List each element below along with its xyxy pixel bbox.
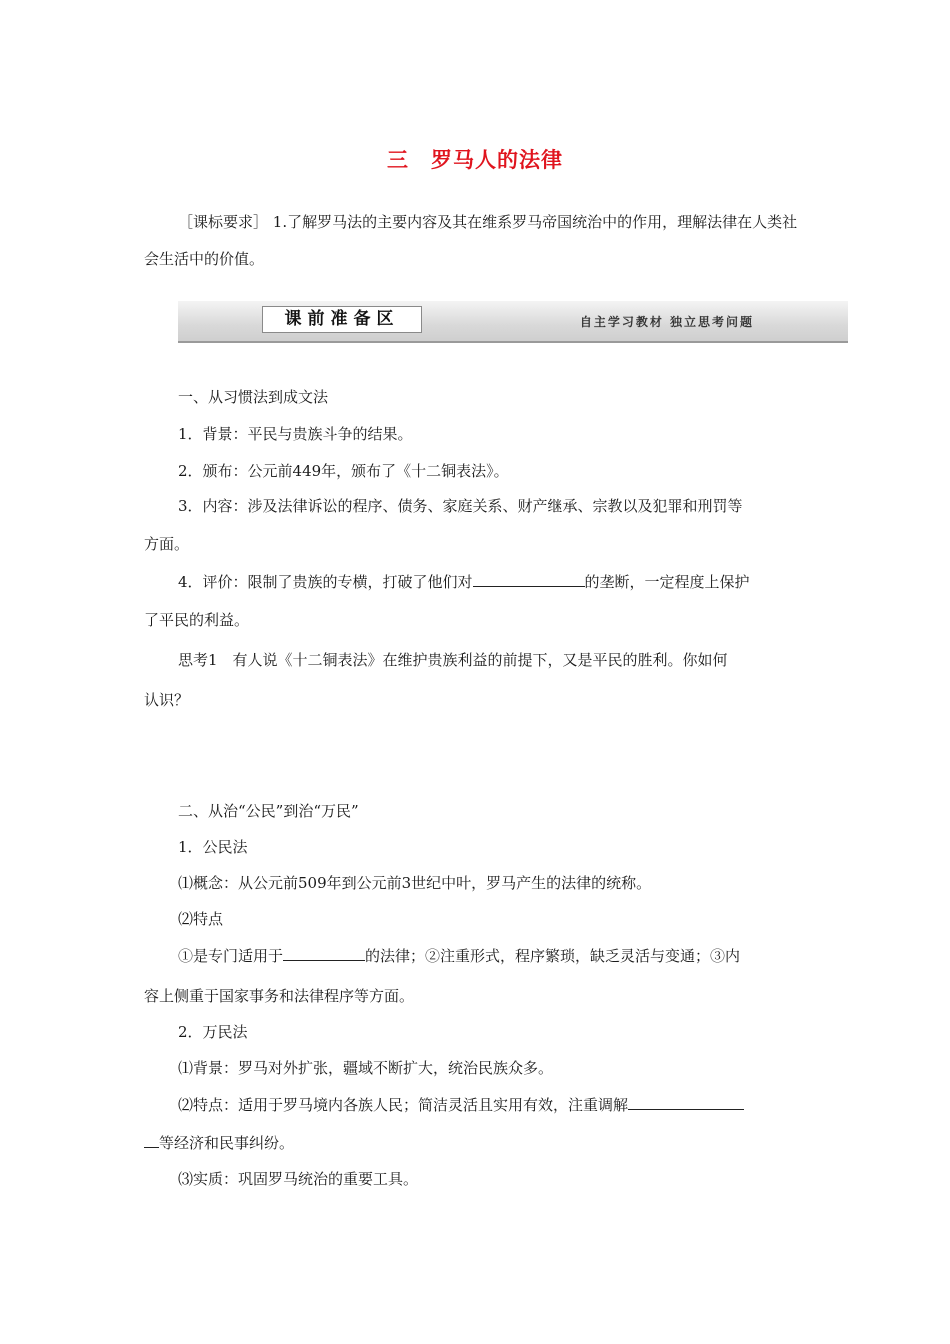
section2-features: ⑵特点 <box>178 910 224 928</box>
section1-item1: 1．背景：平民与贵族斗争的结果。 <box>178 425 413 443</box>
section1-item2: 2．颁布：公元前449年，颁布了《十二铜表法》。 <box>178 462 509 480</box>
section1-item3-line1: 3．内容：涉及法律诉讼的程序、债务、家庭关系、财产继承、宗教以及犯罪和刑罚等 <box>178 497 743 515</box>
banner-box-label: 课前准备区 <box>262 306 422 333</box>
section-banner <box>178 301 848 343</box>
section2-background: ⑴背景：罗马对外扩张，疆域不断扩大，统治民族众多。 <box>178 1059 554 1077</box>
section1-item4-line2: 了平民的利益。 <box>144 611 250 629</box>
section2-traits <box>178 1094 744 1115</box>
item4-suffix: 的垄断，一定程度上保护 <box>584 573 750 591</box>
requirement-label: ［课标要求］ <box>178 213 269 231</box>
page-title <box>0 144 950 174</box>
section2-features-text <box>178 945 740 966</box>
think1-line2: 认识？ <box>144 691 190 709</box>
banner-subtitle: 自主学习教材 独立思考问题 <box>579 315 754 329</box>
section2-essence: ⑶实质：巩固罗马统治的重要工具。 <box>178 1170 419 1188</box>
section1-heading: 一、从习惯法到成文法 <box>178 388 329 406</box>
fill-in-blank-continued[interactable] <box>144 1133 159 1148</box>
fill-in-blank[interactable] <box>628 1095 744 1110</box>
section1-item4 <box>178 571 750 592</box>
curriculum-requirement <box>144 204 809 278</box>
fill-in-blank[interactable] <box>473 572 585 587</box>
requirement-text: 1.了解罗马法的主要内容及其在维系罗马帝国统治中的作用，理解法律在人类社会生活中的价值。 <box>144 213 798 268</box>
title-text: 罗马人的法律 <box>431 148 563 172</box>
section2-features-line2: 容上侧重于国家事务和法律程序等方面。 <box>144 987 415 1005</box>
section2-sub1: 1．公民法 <box>178 838 248 856</box>
section1-item3-line2: 方面。 <box>144 535 190 553</box>
section2-traits-line2 <box>144 1132 294 1153</box>
traits-prefix: ⑵特点：适用于罗马境内各族人民；简洁灵活且实用有效，注重调解 <box>178 1096 629 1114</box>
title-number: 三 <box>387 148 409 172</box>
features-prefix: ①是专门适用于 <box>178 947 284 965</box>
section2-sub2: 2．万民法 <box>178 1023 248 1041</box>
features-suffix: 的法律；②注重形式，程序繁琐，缺乏灵活与变通；③内 <box>365 947 741 965</box>
section2-concept: ⑴概念：从公元前509年到公元前3世纪中叶，罗马产生的法律的统称。 <box>178 874 652 892</box>
item4-prefix: 4．评价：限制了贵族的专横，打破了他们对 <box>178 573 473 591</box>
section2-heading: 二、从治“公民”到治“万民” <box>178 802 359 820</box>
think1-line1: 思考1 有人说《十二铜表法》在维护贵族利益的前提下，又是平民的胜利。你如何 <box>178 651 728 669</box>
traits-suffix: 等经济和民事纠纷。 <box>159 1134 295 1152</box>
fill-in-blank[interactable] <box>283 946 365 961</box>
